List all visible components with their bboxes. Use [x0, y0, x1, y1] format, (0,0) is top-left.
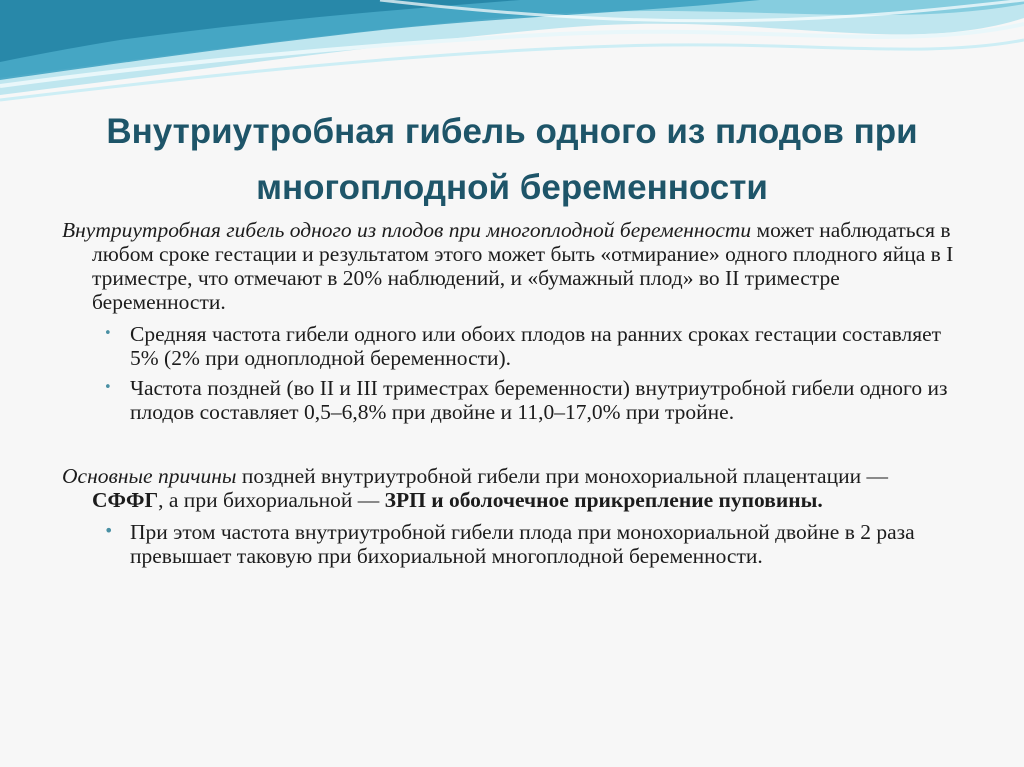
list-item — [62, 322, 962, 370]
section-2-paragraph — [62, 464, 962, 512]
list-item — [62, 520, 962, 568]
section-2-lead: Основные причины — [62, 464, 237, 488]
bullet-icon: • — [104, 326, 112, 341]
bullet-icon: • — [104, 380, 112, 395]
list-item — [62, 376, 962, 424]
spacer — [62, 430, 962, 464]
section-2-text-a: поздней внутриутробной гибели при монохориальной плацентации — — [236, 464, 888, 488]
section-1-paragraph — [62, 218, 962, 314]
bullet-text: Средняя частота гибели одного или обоих плодов на ранних сроках гестации составляет 5% (2% при одноплодной беременности). — [130, 322, 942, 370]
section-2-bullets — [62, 520, 962, 568]
section-2-text-b: , а при бихориальной — — [158, 488, 385, 512]
page-title — [40, 104, 984, 216]
wave-decoration — [0, 0, 1024, 120]
bullet-text: Частота поздней (во II и III триместрах беременности) внутриутробной гибели одного из плодов составляет 0,5–6,8% при двойне и 11,0–17,0% при тройне. — [130, 376, 948, 424]
slide-body — [62, 218, 962, 574]
section-2-bold-b: ЗРП и оболочечное прикрепление пуповины. — [384, 488, 823, 512]
section-1-lead: Внутриутробная гибель одного из плодов при многоплодной беременности — [62, 218, 752, 242]
bullet-icon: • — [104, 521, 114, 540]
section-2-bold-a: СФФГ — [92, 488, 159, 512]
title-line-1: Внутриутробная гибель одного из плодов при — [106, 112, 918, 151]
section-1-text: может наблюдаться в любом сроке гестации и результатом этого может быть «отмирание» одного плодного яйца в I триместре, что отмечают в 20% наблюдений, и «бумажный плод» во II триместре беременности. — [92, 218, 954, 314]
section-1-bullets — [62, 322, 962, 424]
bullet-text: При этом частота внутриутробной гибели плода при монохориальной двойне в 2 раза превышает таковую при бихориальной многоплодной беременности. — [130, 520, 915, 568]
title-line-2: многоплодной беременности — [256, 168, 768, 207]
